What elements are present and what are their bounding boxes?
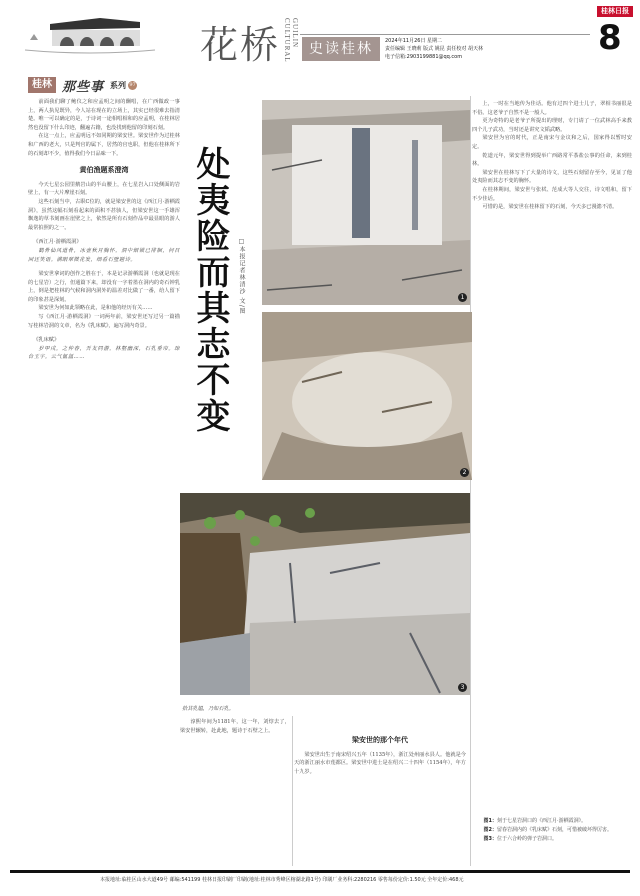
paragraph: 在这一点上，应孟明远不如同期的梁安世。梁安世作为过桂林和广西的老大，只是判官的属下，居然的官也职，但他在桂林所下的石刻却不少，值得我们今日品味一下。 <box>28 133 180 157</box>
paragraph: 梁安世在桂林写下了大量的诗文，这些石刻留存至今，见证了他处夷险而其志不变的胸怀。 <box>472 169 632 185</box>
series-header <box>28 76 137 94</box>
paragraph: 更为奇特的是老爷子所提出的理财，专门请了一位武林高手来教四个儿子武功，当时还是讲究文韬武略。 <box>472 118 632 133</box>
footer-info: 本报地址:临桂区山水大道49号 邮编:541199 桂林日报印刷厂印刷(地址:桂林市秀峰区榕湖北路1号) 印刷厂业务科:2280216 零售每份定价:1.50元 全年定价:468元 <box>100 877 464 883</box>
poem: 鹤骨仙风道骨，冰壶秋月胸怀。洞中烟锁已徘徊，何日回还笑语。满眼翠微花发，细看石壁题诗。 <box>28 247 180 263</box>
paragraph: 在桂林期间，梁安世与张栻、范成大等人交往，诗文唱和，留下不少佳话。 <box>472 186 632 202</box>
caption-label: 图2： <box>483 827 497 833</box>
paragraph: 写《西江月·游栖霞洞》一词两年前，梁安世还写过另一篇描写桂林岩洞的文章，名为《乳床赋》，遍写洞内奇景。 <box>28 314 180 329</box>
paragraph: 这些石刻当中，古职C位的，就是梁安世的这《西江月·游栖霞洞》，虽然这幅石刻看起来的面积不甚骇人，但梁安世这一手雄浑飘逸的草书刻画在崖壁之上，依然是所有石刻作品中最显眼的游人最常拍照的之一。 <box>28 198 180 231</box>
section-tag: 史读桂林 <box>302 37 380 61</box>
paragraph: 淳熙年间为1181年，这一年，刘焞去了，梁安世辗转，赴此地，题诗于石壁之上。 <box>180 719 290 734</box>
article-title: 处夷险而其志不变 <box>190 146 230 434</box>
brand-subtitle: GUILIN CULTURAL <box>283 18 299 63</box>
paragraph: 今天七星公园里鹅岩山的半山腰上，在七星岩入口处侧面的岩壁上，有一大片摩崖石刻。 <box>28 181 180 197</box>
series-suffix: 系列 <box>110 80 127 90</box>
byline: □本报记者林清沙 文/图 <box>238 238 245 315</box>
photo-1 <box>262 100 470 305</box>
left-column <box>28 98 180 858</box>
paragraph: 前面我们聊了鲍仪之和应孟明之间的酬唱，在广西做政一事上，两人执见既异，今人站在现在的立场上，其实已经很难去指清楚。唯一可以确定的是，于诗词一途相唱相和的应孟明，在桂林居然也没留下什么印迹，翻遍古籍，也没找到他留的印刻石刻。 <box>28 99 180 131</box>
paragraph: 可惜的是，梁安世在桂林留下的石刻，今天多已漫漶不清。 <box>482 204 618 211</box>
page-number: 8 <box>598 18 622 58</box>
bridge-illustration <box>20 10 160 60</box>
masthead <box>0 0 640 66</box>
subhead: 梁安世的那个年代 <box>352 736 408 744</box>
caption <box>476 835 632 844</box>
column-divider <box>292 716 293 866</box>
footer-rule <box>10 870 630 873</box>
center-column <box>294 718 466 858</box>
photo-2 <box>262 312 472 480</box>
middle-column <box>180 718 290 858</box>
photo-number-badge: 1 <box>458 293 467 302</box>
subhead: 黄伯渔题系澄湾 <box>79 166 129 175</box>
caption-label: 图1： <box>483 818 497 824</box>
caption-text: 刻于七星岩洞口的《西江月·游栖霞洞》。 <box>496 818 587 824</box>
editors: 责任编辑 王晓莉 版式 姚昆 责任校对 胡天林 <box>385 46 483 52</box>
paragraph: 梁安世为官的时代，正是南宋与金议和之后，国家得以暂时安定。 <box>472 135 632 150</box>
caption-text: 留春岩洞内的《乳床赋》石刻，可惜被破坏得厉害。 <box>496 827 612 833</box>
caption <box>476 826 632 835</box>
photo-number-badge: 3 <box>458 683 467 692</box>
issue-date: 2024年11月26日 星期二 <box>385 38 443 44</box>
poem-title: 《西江月·游栖霞洞》 <box>33 239 82 246</box>
series-tag: 桂林 <box>28 77 56 93</box>
poem: 岁甲戌，之仲春，吾友同游。林壑幽深，石乳垂帘。琼台玉宇，云气氤氲…… <box>28 345 180 361</box>
photo-tail-text: 拾其乳媪，乃如石乳。 <box>182 706 234 712</box>
photo-captions <box>476 817 632 844</box>
caption-text: 位于六合岭的弹子岩洞口。 <box>496 836 557 842</box>
series-number: 97 <box>129 81 136 88</box>
header-rule <box>300 34 590 35</box>
issue-meta <box>385 37 483 61</box>
column-divider <box>470 96 471 866</box>
caption-label: 图3： <box>483 836 497 842</box>
paragraph: 梁安世出生于南宋绍兴五年（1135年），浙江处州丽水县人。他就是今天的浙江丽水市莲都区。梁安世中进士是在绍兴二十四年（1154年），年方十九岁。 <box>294 751 466 775</box>
paragraph: 乾道元年，梁安世得到提举广西路常平茶盐公事的任命，来到桂林。 <box>472 152 632 168</box>
poem-title: 《乳床赋》 <box>33 337 60 344</box>
paragraph: 梁安世为何如此领略在此，是和他的经历有关…… <box>38 305 153 312</box>
paragraph: 梁安世拿词的创作之胜在于，本是记录游栖霞洞（也就是现在的七星岩）之行，但通篇下来，却没有一字着墨在洞内的奇石钟乳上，倒是把桂林的气候和洞内洞外的温差对比做了一番，给人留下的印象甚是深刻。 <box>28 271 180 303</box>
photo-3 <box>180 493 470 695</box>
email: 电子信箱:2903199881@qq.com <box>385 54 463 60</box>
caption <box>476 817 632 826</box>
series-name: 那些事 <box>62 79 105 95</box>
paragraph: 上，一时在当地传为佳话。他有过四个进士儿子，翠相书丽很是不俗。这老爷子自然不是一般人。 <box>472 101 632 116</box>
brand-title: 花桥 <box>200 23 281 67</box>
photo-number-badge: 2 <box>460 468 469 477</box>
newspaper-logo: 桂林日报 <box>597 6 633 17</box>
right-column <box>472 100 632 800</box>
